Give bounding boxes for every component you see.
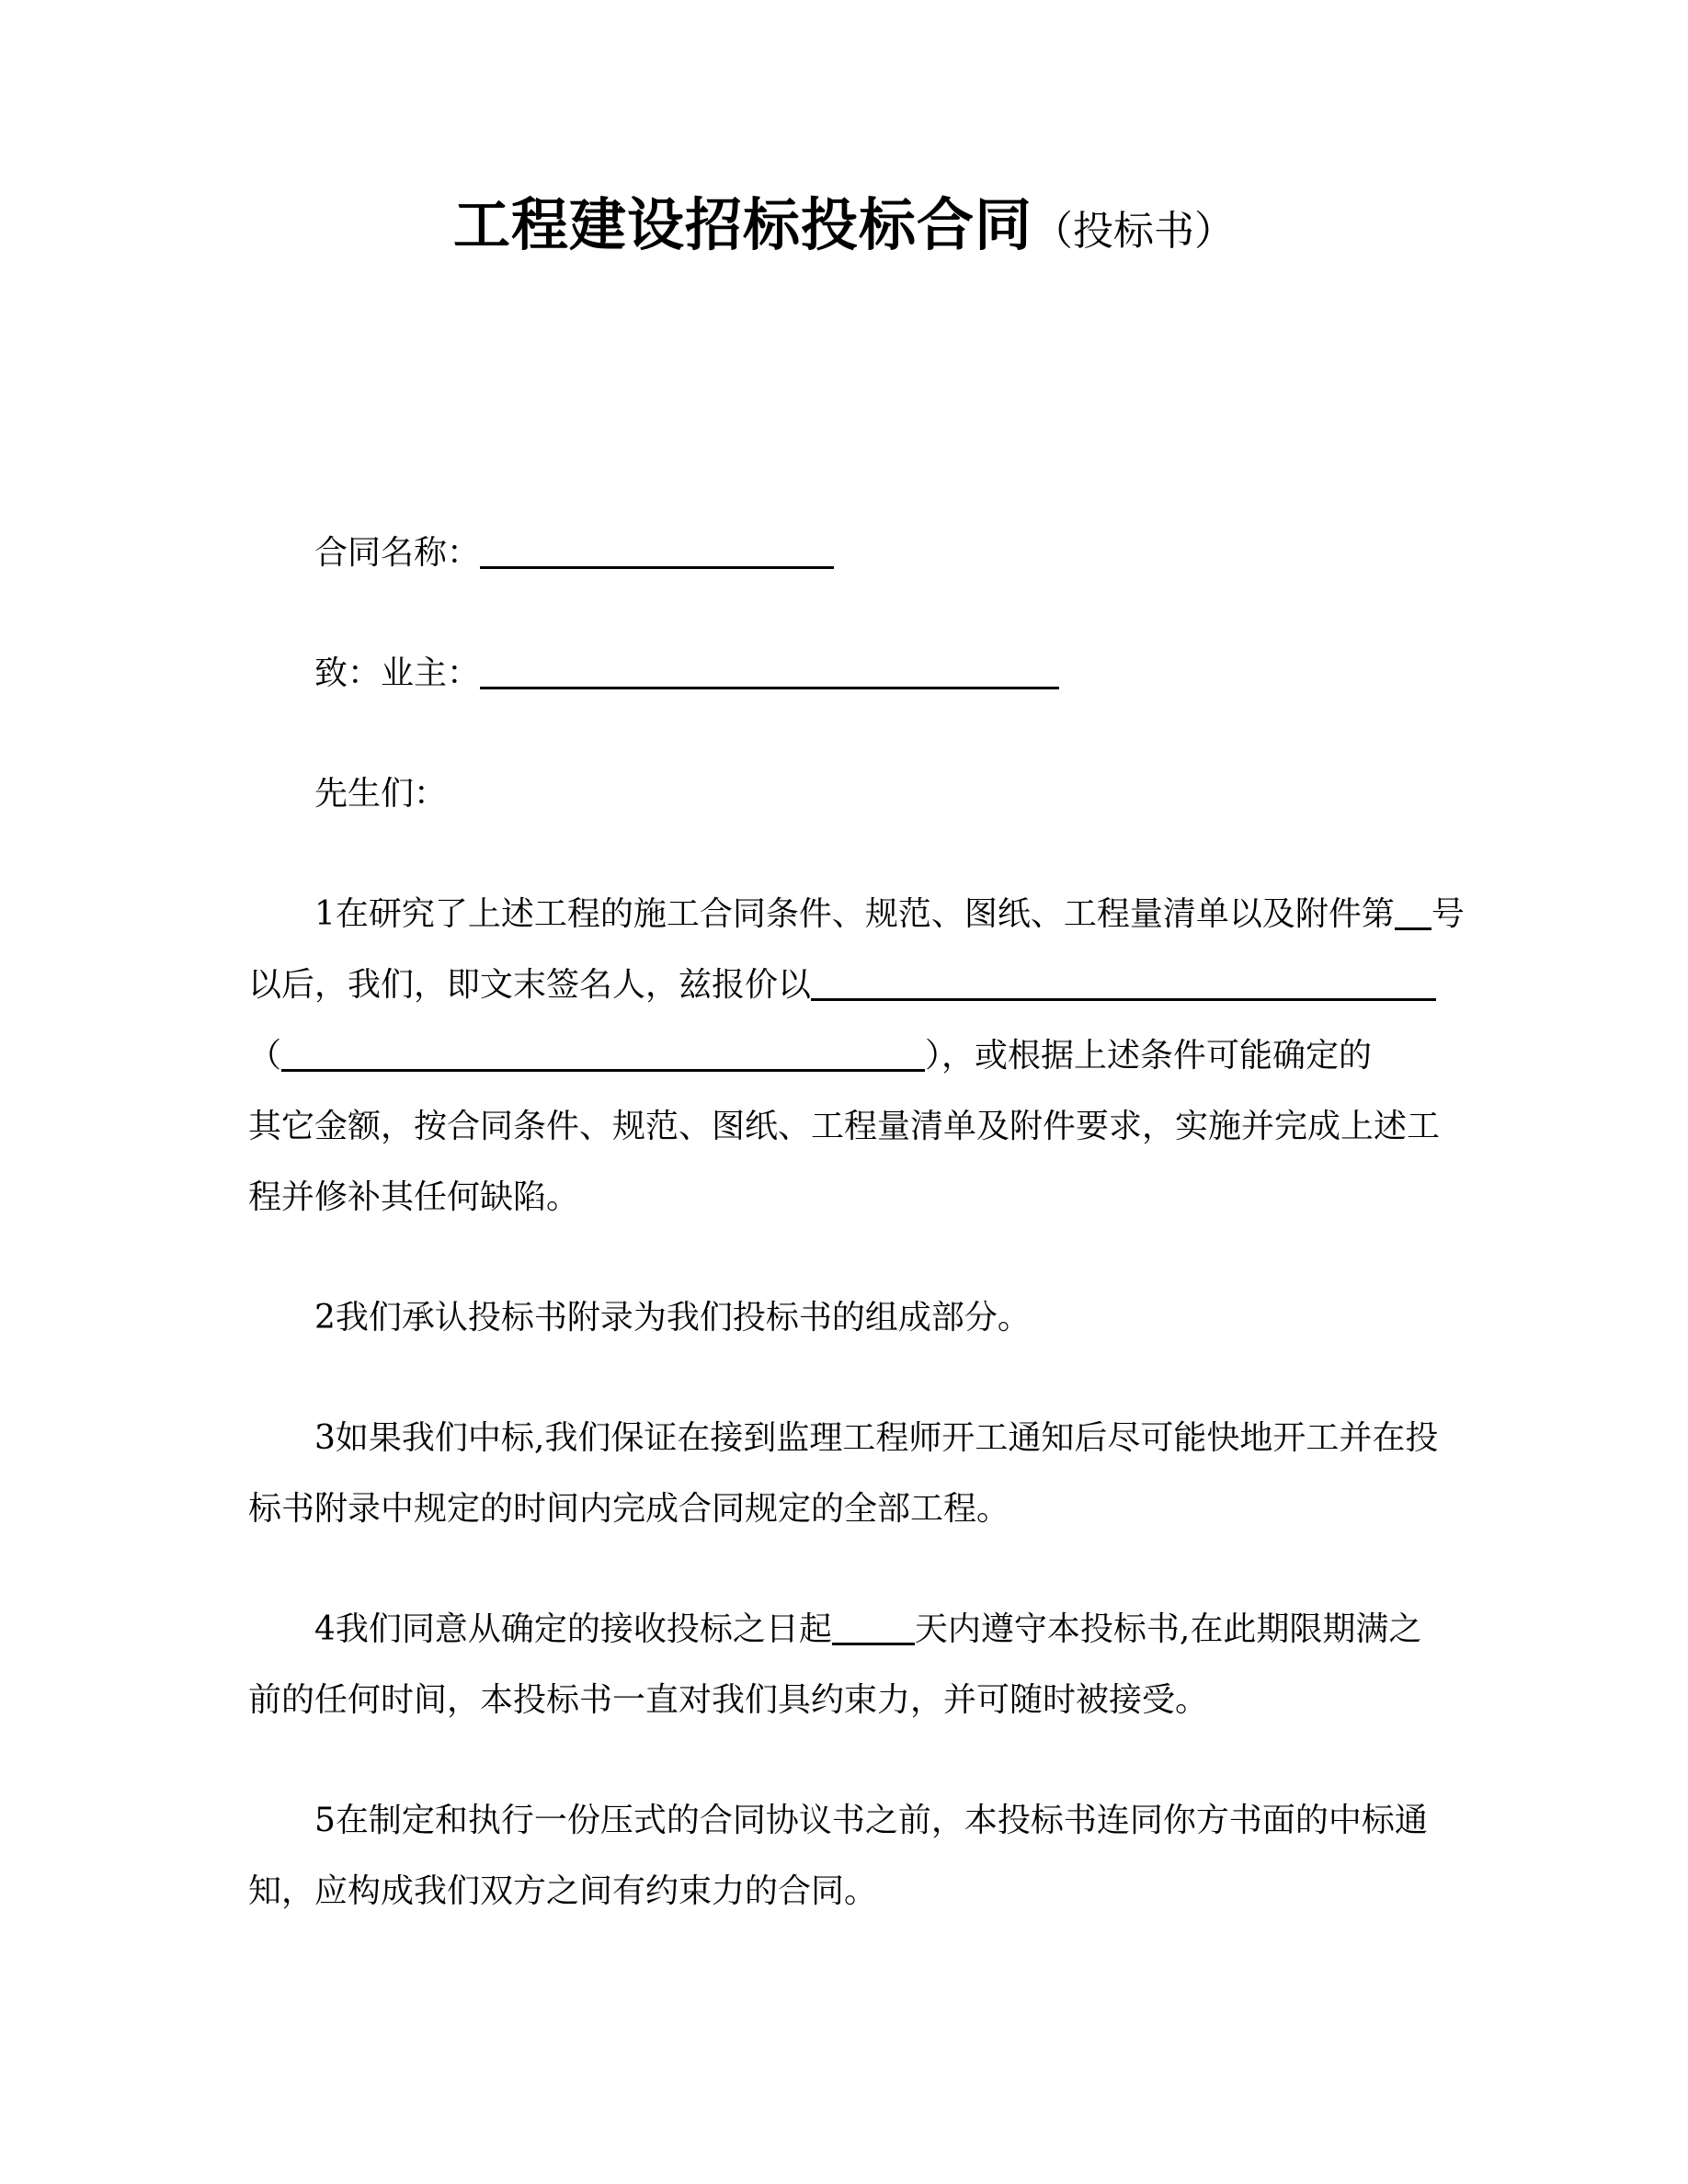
text-segment: 合同名称： (314, 534, 481, 572)
text-segment: 先生们： (314, 775, 448, 813)
text-segment: 3如果我们中标,我们保证在接到监理工程师开工通知后尽可能快地开工并在投 (314, 1419, 1439, 1457)
owner-line (248, 638, 1440, 709)
document-line (248, 1020, 1440, 1091)
clause-1 (248, 879, 1465, 1233)
document-line (248, 1665, 1440, 1735)
text-segment: ），或根据上述条件可能确定的 (925, 1037, 1373, 1075)
document-line (248, 1594, 1440, 1665)
salutation-line (248, 758, 1440, 829)
document-line (248, 1162, 1440, 1233)
text-segment: 程并修补其任何缺陷。 (248, 1178, 580, 1216)
document-line (248, 1856, 1440, 1927)
document-line (248, 638, 1440, 709)
document-line (248, 879, 1465, 950)
clause-5 (248, 1785, 1440, 1927)
document-line (248, 1785, 1440, 1856)
document-line (248, 758, 1440, 829)
document-title: 工程建设招标投标合同 (452, 191, 1032, 258)
document-line (248, 1403, 1440, 1473)
clause-2 (248, 1282, 1440, 1353)
text-segment: 前的任何时间，本投标书一直对我们具约束力，并可随时被接受。 (248, 1681, 1209, 1719)
clause-3 (248, 1403, 1440, 1544)
text-segment: 号 (1431, 895, 1465, 933)
text-segment: 5在制定和执行一份压式的合同协议书之前，本投标书连同你方书面的中标通 (314, 1802, 1428, 1839)
blank-fill-line (1395, 927, 1431, 930)
document-title-row (248, 188, 1440, 271)
text-segment: 4我们同意从确定的接收投标之日起 (314, 1610, 832, 1648)
text-segment: 以后，我们，即文末签名人，兹报价以 (248, 966, 812, 1004)
clause-4 (248, 1594, 1440, 1735)
text-segment: 其它金额，按合同条件、规范、图纸、工程量清单及附件要求，实施并完成上述工 (248, 1108, 1441, 1145)
text-segment: 致：业主： (314, 654, 481, 692)
blank-fill-line (832, 1643, 915, 1645)
blank-fill-line (480, 566, 834, 569)
text-segment: （ (248, 1037, 282, 1075)
text-segment: 1在研究了上述工程的施工合同条件、规范、图纸、工程量清单以及附件第 (314, 895, 1395, 933)
document-line (248, 1091, 1440, 1162)
text-segment: 知，应构成我们双方之间有约束力的合同。 (248, 1872, 878, 1910)
blank-fill-line (480, 687, 1059, 689)
document-line (248, 1282, 1440, 1353)
contract-name-line (248, 518, 1440, 588)
document-title-suffix: （投标书） (1032, 208, 1235, 255)
blank-fill-line (811, 998, 1436, 1001)
document-body (248, 518, 1465, 1927)
text-segment: 标书附录中规定的时间内完成合同规定的全部工程。 (248, 1490, 1010, 1528)
document-line (248, 950, 1440, 1020)
text-segment: 2我们承认投标书附录为我们投标书的组成部分。 (314, 1299, 1031, 1337)
document-line (248, 518, 1440, 588)
blank-fill-line (281, 1069, 925, 1072)
document-line (248, 1473, 1440, 1544)
text-segment: 天内遵守本投标书,在此期限期满之 (914, 1610, 1422, 1648)
